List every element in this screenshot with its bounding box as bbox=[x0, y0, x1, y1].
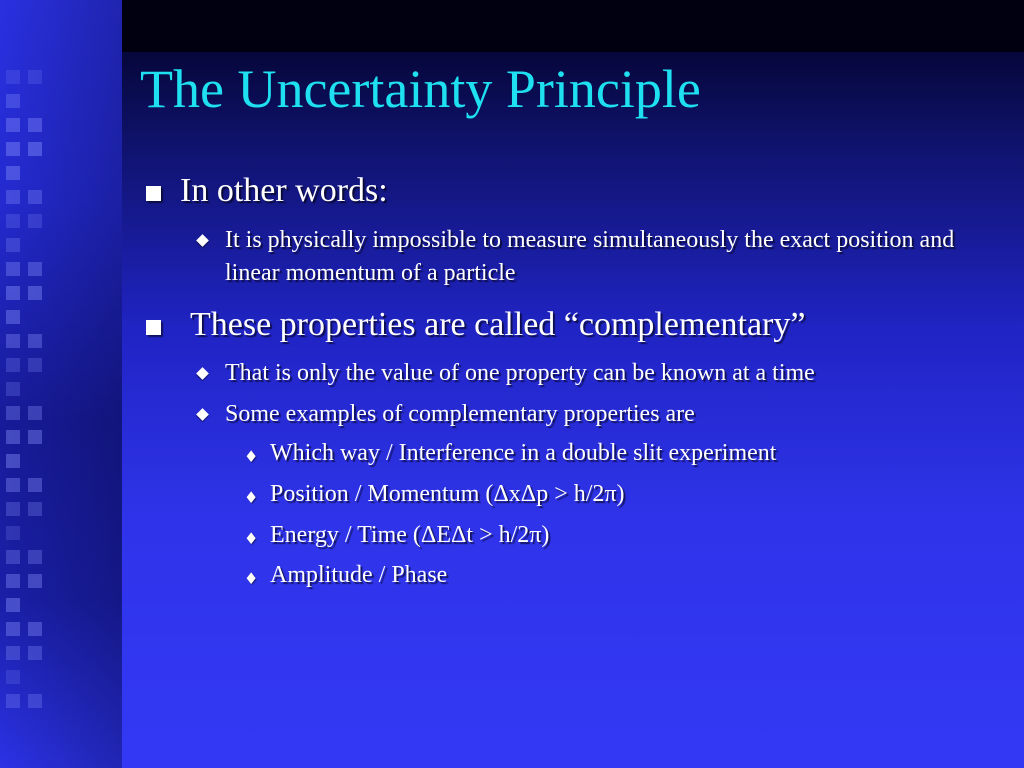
decorative-square bbox=[6, 430, 20, 444]
decorative-square bbox=[6, 118, 20, 132]
diamond-bullet-icon bbox=[196, 408, 209, 421]
decorative-square bbox=[28, 430, 42, 444]
bullet-2-2-2-text: Position / Momentum (ΔxΔp > h/2π) bbox=[270, 481, 625, 507]
decorative-square bbox=[6, 358, 20, 372]
diamond-bullet-icon bbox=[196, 367, 209, 380]
decorative-square bbox=[6, 94, 20, 108]
left-decorative-band bbox=[0, 0, 122, 768]
decorative-square bbox=[6, 502, 20, 516]
top-band bbox=[122, 0, 1024, 52]
decorative-square bbox=[6, 670, 20, 684]
decorative-square bbox=[6, 382, 20, 396]
decorative-square bbox=[28, 694, 42, 708]
square-bullet-icon bbox=[146, 320, 161, 335]
decorative-square bbox=[28, 502, 42, 516]
slide-title: The Uncertainty Principle bbox=[140, 59, 701, 119]
decorative-square bbox=[6, 310, 20, 324]
small-diamond-bullet-icon: ♦ bbox=[244, 488, 259, 507]
bullet-2-1-text: That is only the value of one property can be known at a time bbox=[225, 360, 815, 386]
decorative-square bbox=[6, 454, 20, 468]
decorative-square bbox=[28, 550, 42, 564]
decorative-square bbox=[6, 70, 20, 84]
decorative-square bbox=[28, 118, 42, 132]
decorative-square bbox=[6, 550, 20, 564]
decorative-square bbox=[28, 70, 42, 84]
square-bullet-icon bbox=[146, 186, 161, 201]
decorative-square bbox=[28, 622, 42, 636]
decorative-square bbox=[6, 166, 20, 180]
bullet-2-2-1-text: Which way / Interference in a double slit experiment bbox=[270, 440, 777, 466]
diamond-bullet-icon bbox=[196, 234, 209, 247]
bullet-2-2-text: Some examples of complementary properties are bbox=[225, 401, 695, 427]
decorative-square bbox=[28, 478, 42, 492]
decorative-square bbox=[6, 406, 20, 420]
decorative-square bbox=[28, 190, 42, 204]
bullet-1-1-text: It is physically impossible to measure simultaneously the exact position and linear momentum of a particle bbox=[225, 227, 955, 286]
decorative-square bbox=[28, 406, 42, 420]
decorative-square bbox=[6, 646, 20, 660]
bullet-2-2-4-text: Amplitude / Phase bbox=[270, 562, 448, 588]
small-diamond-bullet-icon: ♦ bbox=[244, 529, 259, 548]
decorative-square-pattern bbox=[6, 70, 66, 710]
decorative-square bbox=[6, 262, 20, 276]
decorative-square bbox=[28, 334, 42, 348]
decorative-square bbox=[6, 142, 20, 156]
bullet-1-text: In other words: bbox=[180, 172, 388, 209]
decorative-square bbox=[6, 334, 20, 348]
decorative-square bbox=[6, 574, 20, 588]
decorative-square bbox=[6, 622, 20, 636]
decorative-square bbox=[6, 190, 20, 204]
decorative-square bbox=[6, 238, 20, 252]
bullet-2-2-3-text: Energy / Time (ΔEΔt > h/2π) bbox=[270, 522, 550, 548]
decorative-square bbox=[28, 358, 42, 372]
decorative-square bbox=[28, 262, 42, 276]
decorative-square bbox=[28, 574, 42, 588]
bullet-2-text: These properties are called “complementary” bbox=[190, 306, 806, 343]
small-diamond-bullet-icon: ♦ bbox=[244, 569, 259, 588]
small-diamond-bullet-icon: ♦ bbox=[244, 447, 259, 466]
decorative-square bbox=[6, 214, 20, 228]
decorative-square bbox=[28, 142, 42, 156]
decorative-square bbox=[6, 286, 20, 300]
decorative-square bbox=[6, 526, 20, 540]
decorative-square bbox=[6, 694, 20, 708]
decorative-square bbox=[28, 214, 42, 228]
decorative-square bbox=[6, 478, 20, 492]
decorative-square bbox=[6, 598, 20, 612]
decorative-square bbox=[28, 286, 42, 300]
decorative-square bbox=[28, 646, 42, 660]
